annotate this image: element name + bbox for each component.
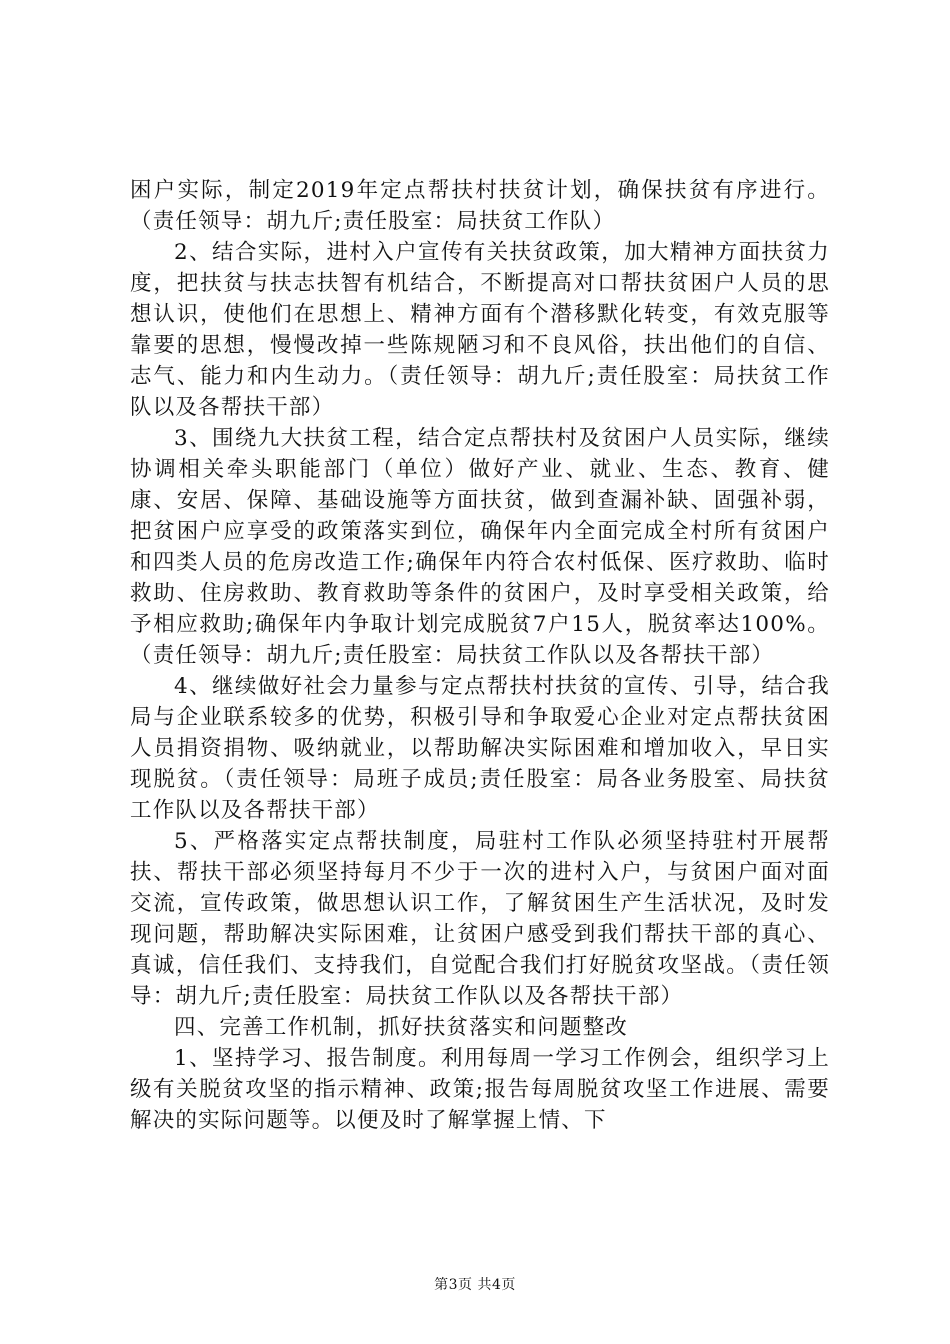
paragraph-section4-item-1: 1、坚持学习、报告制度。利用每周一学习工作例会，组织学习上级有关脱贫攻坚的指示精神、政策;报告每周脱贫攻坚工作进展、需要解决的实际问题等。以便及时了解掌握上情、下 [130,1046,830,1133]
paragraph-continuation: 困户实际，制定2019年定点帮扶村扶贫计划，确保扶贫有序进行。（责任领导：胡九斤;责任股室：局扶贫工作队） [130,178,830,234]
paragraph-item-2: 2、结合实际，进村入户宣传有关扶贫政策，加大精神方面扶贫力度，把扶贫与扶志扶智有机结合，不断提高对口帮扶贫困户人员的思想认识，使他们在思想上、精神方面有个潜移默化转变，有效克服等靠要的思想，慢慢改掉一些陈规陋习和不良风俗，扶出他们的自信、志气、能力和内生动力。（责任领导：胡九斤;责任股室：局扶贫工作队以及各帮扶干部） [130,240,830,420]
paragraph-item-4: 4、继续做好社会力量参与定点帮扶村扶贫的宣传、引导，结合我局与企业联系较多的优势，积极引导和争取爱心企业对定点帮扶贫困人员捐资捐物、吸纳就业，以帮助解决实际困难和增加收入，早日实现脱贫。（责任领导：局班子成员;责任股室：局各业务股室、局扶贫工作队以及各帮扶干部） [130,674,830,823]
page-number-footer: 第3页 共4页 [434,1277,516,1293]
paragraph-item-5: 5、严格落实定点帮扶制度，局驻村工作队必须坚持驻村开展帮扶、帮扶干部必须坚持每月不少于一次的进村入户，与贫困户面对面交流，宣传政策，做思想认识工作，了解贫困生产生活状况，及时发现问题，帮助解决实际困难，让贫困户感受到我们帮扶干部的真心、真诚，信任我们、支持我们，自觉配合我们打好脱贫攻坚战。（责任领导：胡九斤;责任股室：局扶贫工作队以及各帮扶干部） [130,829,830,1009]
document-body [130,175,830,1136]
section-heading-4: 四、完善工作机制，抓好扶贫落实和问题整改 [174,1015,629,1040]
paragraph-item-3: 3、围绕九大扶贫工程，结合定点帮扶村及贫困户人员实际，继续协调相关牵头职能部门（单位）做好产业、就业、生态、教育、健康、安居、保障、基础设施等方面扶贫，做到查漏补缺、固强补弱，把贫困户应享受的政策落实到位，确保年内全面完成全村所有贫困户和四类人员的危房改造工作;确保年内符合农村低保、医疗救助、临时救助、住房救助、教育救助等条件的贫困户，及时享受相关政策，给予相应救助;确保年内争取计划完成脱贫7户15人，脱贫率达100%。（责任领导：胡九斤;责任股室：局扶贫工作队以及各帮扶干部） [130,426,830,668]
